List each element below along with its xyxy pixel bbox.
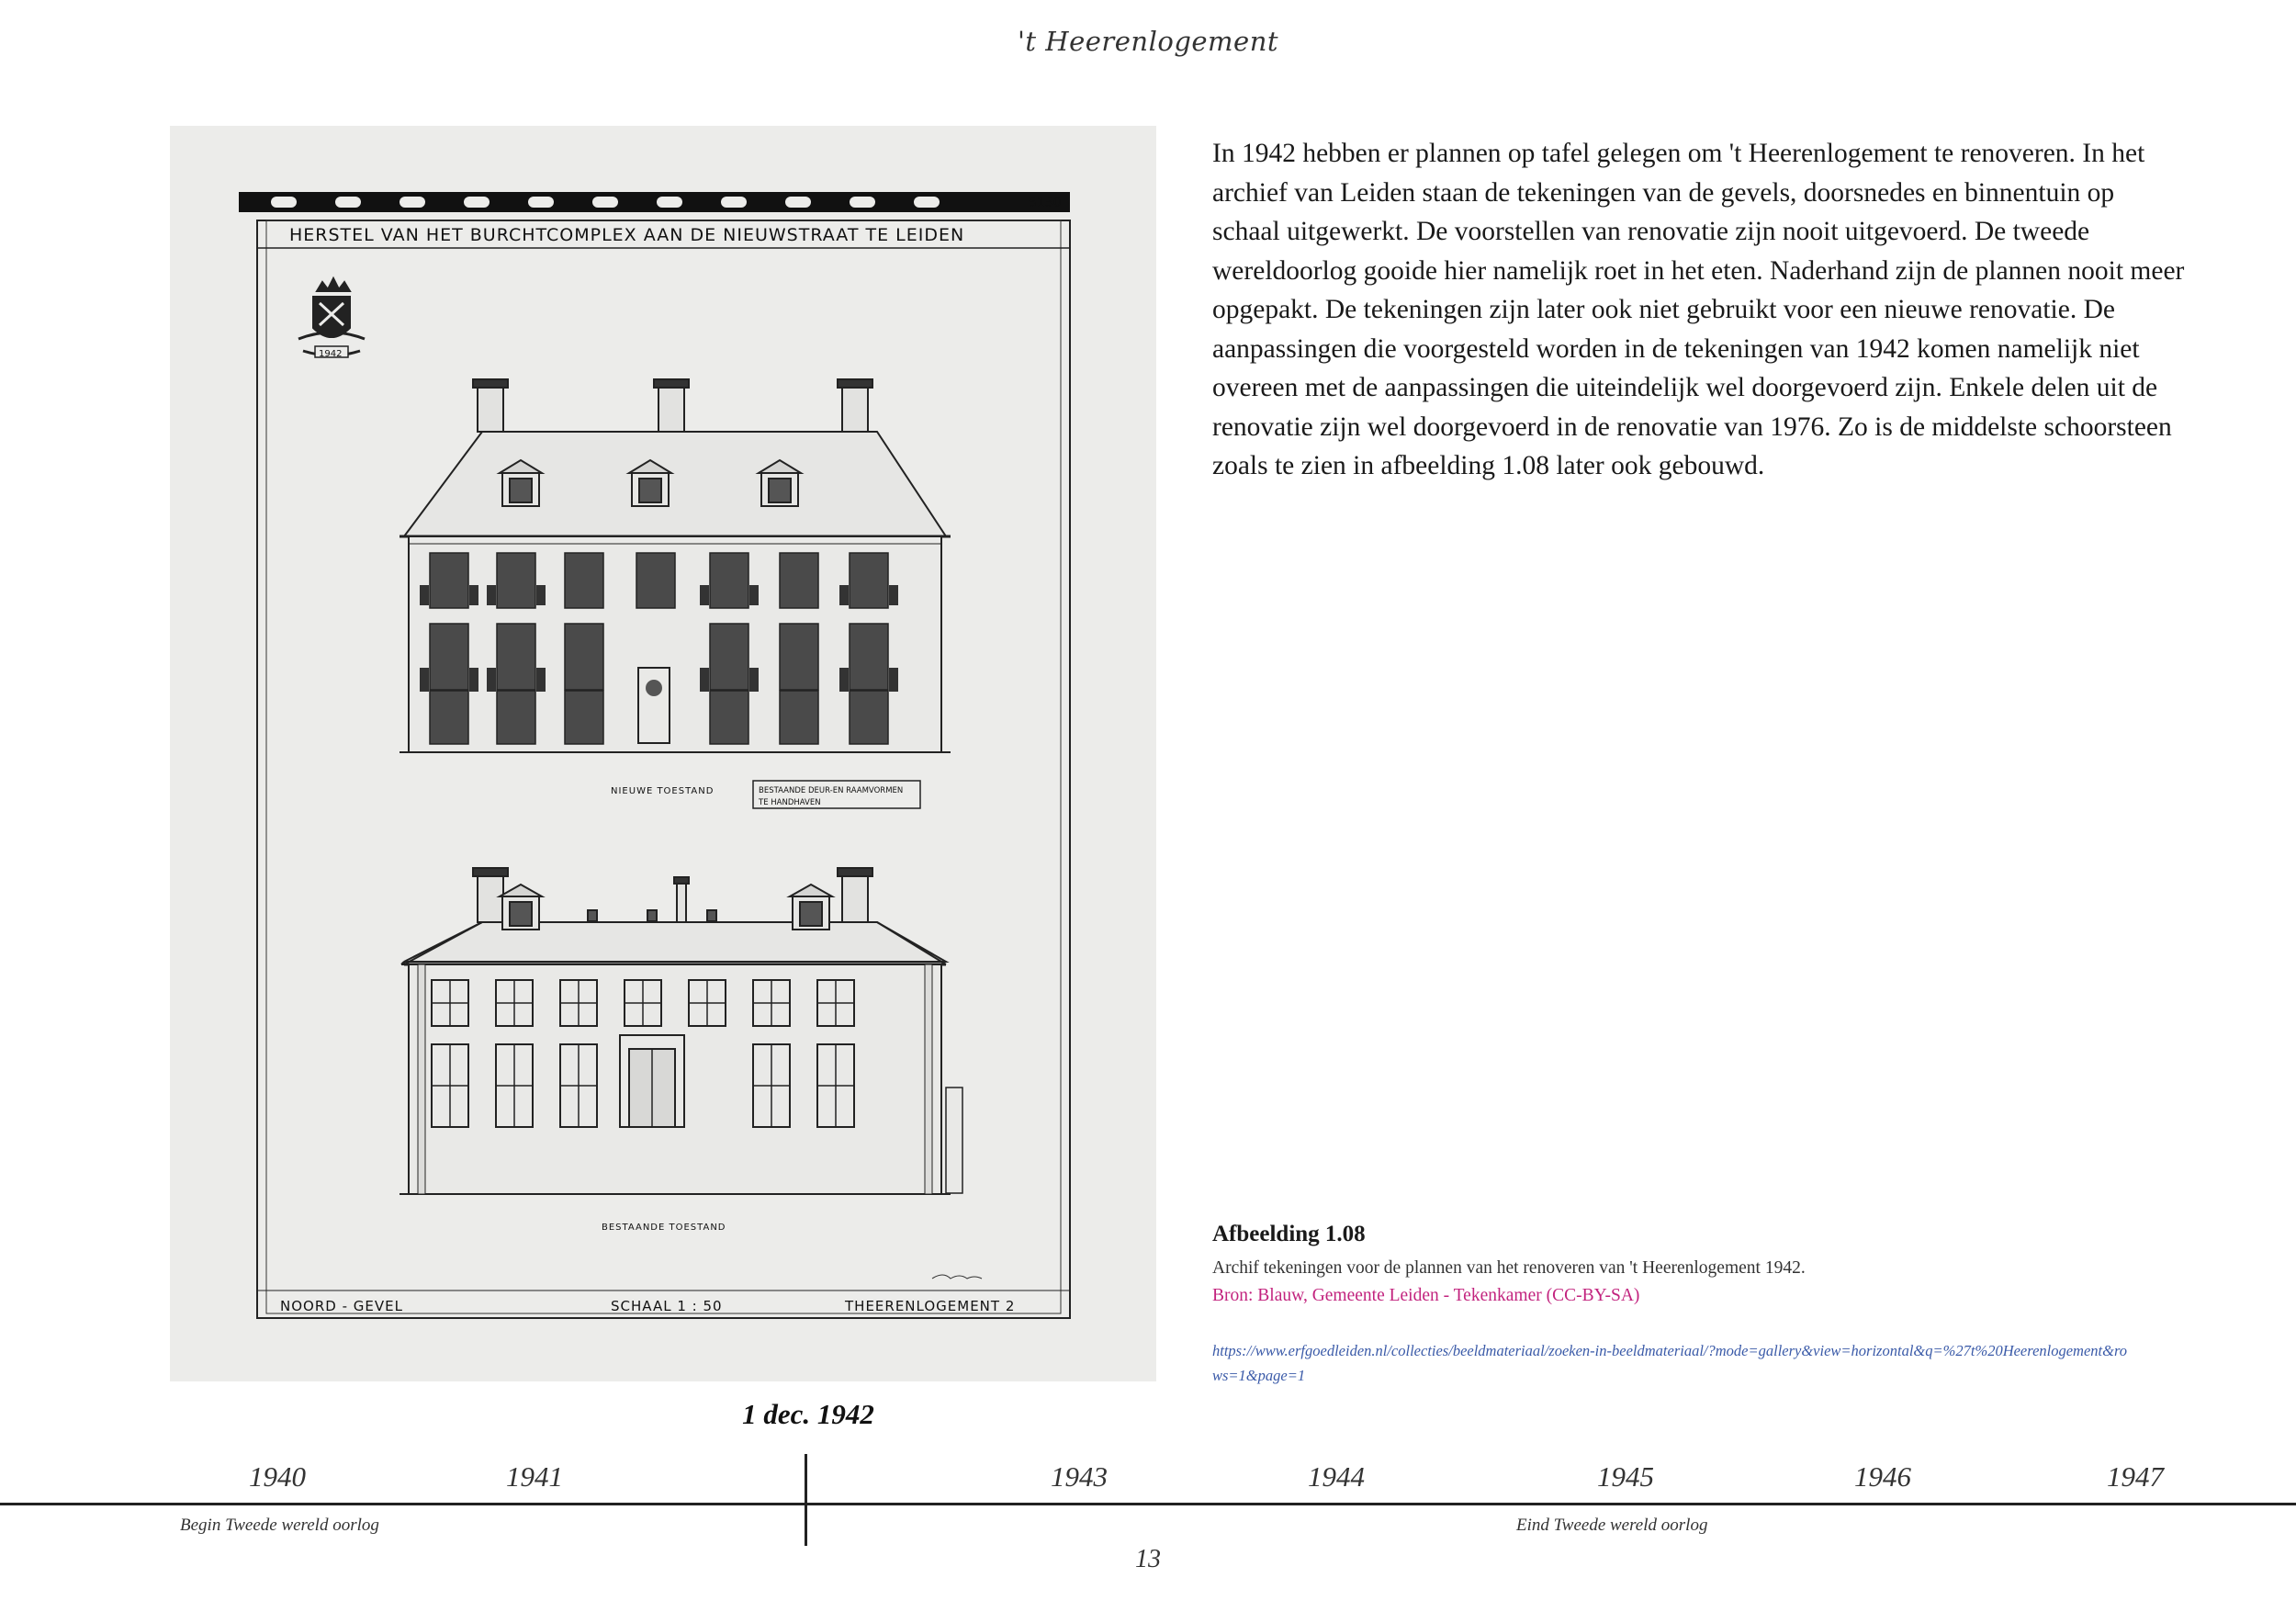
sheet-number: 5150 bbox=[1029, 196, 1062, 210]
film-strip bbox=[239, 192, 1070, 212]
label-new-state: NIEUWE TOESTAND bbox=[611, 786, 715, 796]
drawing-footer-center: SCHAAL 1 : 50 bbox=[611, 1298, 723, 1314]
page-number: 13 bbox=[1135, 1545, 1161, 1573]
timeline-year-1943: 1943 bbox=[1051, 1460, 1108, 1493]
elevation-existing-state bbox=[400, 868, 962, 1194]
timeline-event-date: 1 dec. 1942 bbox=[742, 1398, 874, 1430]
body-paragraph: In 1942 hebben er plannen op tafel gelegen om 't Heerenlogement te renoveren. In het archief van Leiden staan de tekeningen van de gevels, doorsnedes en binnentuin op schaal uitgewerkt. De voorstellen van renovatie zijn nooit uitgevoerd. De tweede wereldoorlog gooide hier namelijk roet in het eten. Naderhand zijn de plannen nooit meer opgepakt. De tekeningen zijn later ook niet gebruikt voor een nieuwe renovatie. De aanpassingen die voorgesteld worden in de tekeningen van 1942 komen namelijk niet overeen met de aanpassingen die uiteindelijk wel doorgevoerd zijn. Enkele delen uit de renovatie zijn wel doorgevoerd in de renovatie van 1976. Zo is de middelste schoorsteen zoals te zien in afbeelding 1.08 later ook gebouwd. bbox=[1212, 139, 2185, 480]
label-note-line2: TE HANDHAVEN bbox=[759, 798, 821, 807]
body-text bbox=[1212, 134, 2186, 486]
signature-mark bbox=[932, 1275, 982, 1279]
timeline-note-end: Eind Tweede wereld oorlog bbox=[1516, 1516, 1708, 1535]
caption-description: Archif tekeningen voor de plannen van het renoveren van 't Heerenlogement 1942. bbox=[1212, 1258, 1806, 1278]
caption-source[interactable]: Bron: Blauw, Gemeente Leiden - Tekenkamer (CC-BY-SA) bbox=[1212, 1286, 1640, 1305]
label-existing-state: BESTAANDE TOESTAND bbox=[602, 1223, 726, 1233]
caption-url-link[interactable]: https://www.erfgoedleiden.nl/collecties/beeldmateriaal/zoeken-in-beeldmateriaal/?mode=gallery&view=horizontal&q=%27t%20Heerenlogement&rows=1&page=1 bbox=[1212, 1342, 2128, 1384]
timeline-year-1941: 1941 bbox=[506, 1460, 563, 1493]
caption-title: Afbeelding 1.08 bbox=[1212, 1222, 1366, 1246]
crest-year: 1942 bbox=[319, 349, 343, 359]
city-crest bbox=[298, 278, 365, 357]
timeline-axis bbox=[0, 1503, 2296, 1505]
plan-title: HERSTEL VAN HET BURCHTCOMPLEX AAN DE NIEUWSTRAAT TE LEIDEN bbox=[289, 225, 965, 245]
drawing-footer-left: NOORD - GEVEL bbox=[280, 1298, 403, 1314]
timeline-year-1944: 1944 bbox=[1308, 1460, 1365, 1493]
timeline-year-1940: 1940 bbox=[249, 1460, 306, 1493]
timeline-year-1947: 1947 bbox=[2107, 1460, 2164, 1493]
running-header: 't Heerenlogement bbox=[1017, 26, 1279, 57]
timeline-year-1946: 1946 bbox=[1854, 1460, 1911, 1493]
drawing-footer-right: THEERENLOGEMENT 2 bbox=[845, 1298, 1016, 1314]
label-note-line1: BESTAANDE DEUR-EN RAAMVORMEN bbox=[759, 786, 904, 795]
archive-drawing bbox=[170, 126, 1156, 1381]
timeline-year-1945: 1945 bbox=[1597, 1460, 1654, 1493]
elevation-new-state bbox=[400, 379, 951, 752]
timeline-event-marker bbox=[805, 1454, 807, 1546]
timeline-note-start: Begin Tweede wereld oorlog bbox=[180, 1516, 379, 1535]
